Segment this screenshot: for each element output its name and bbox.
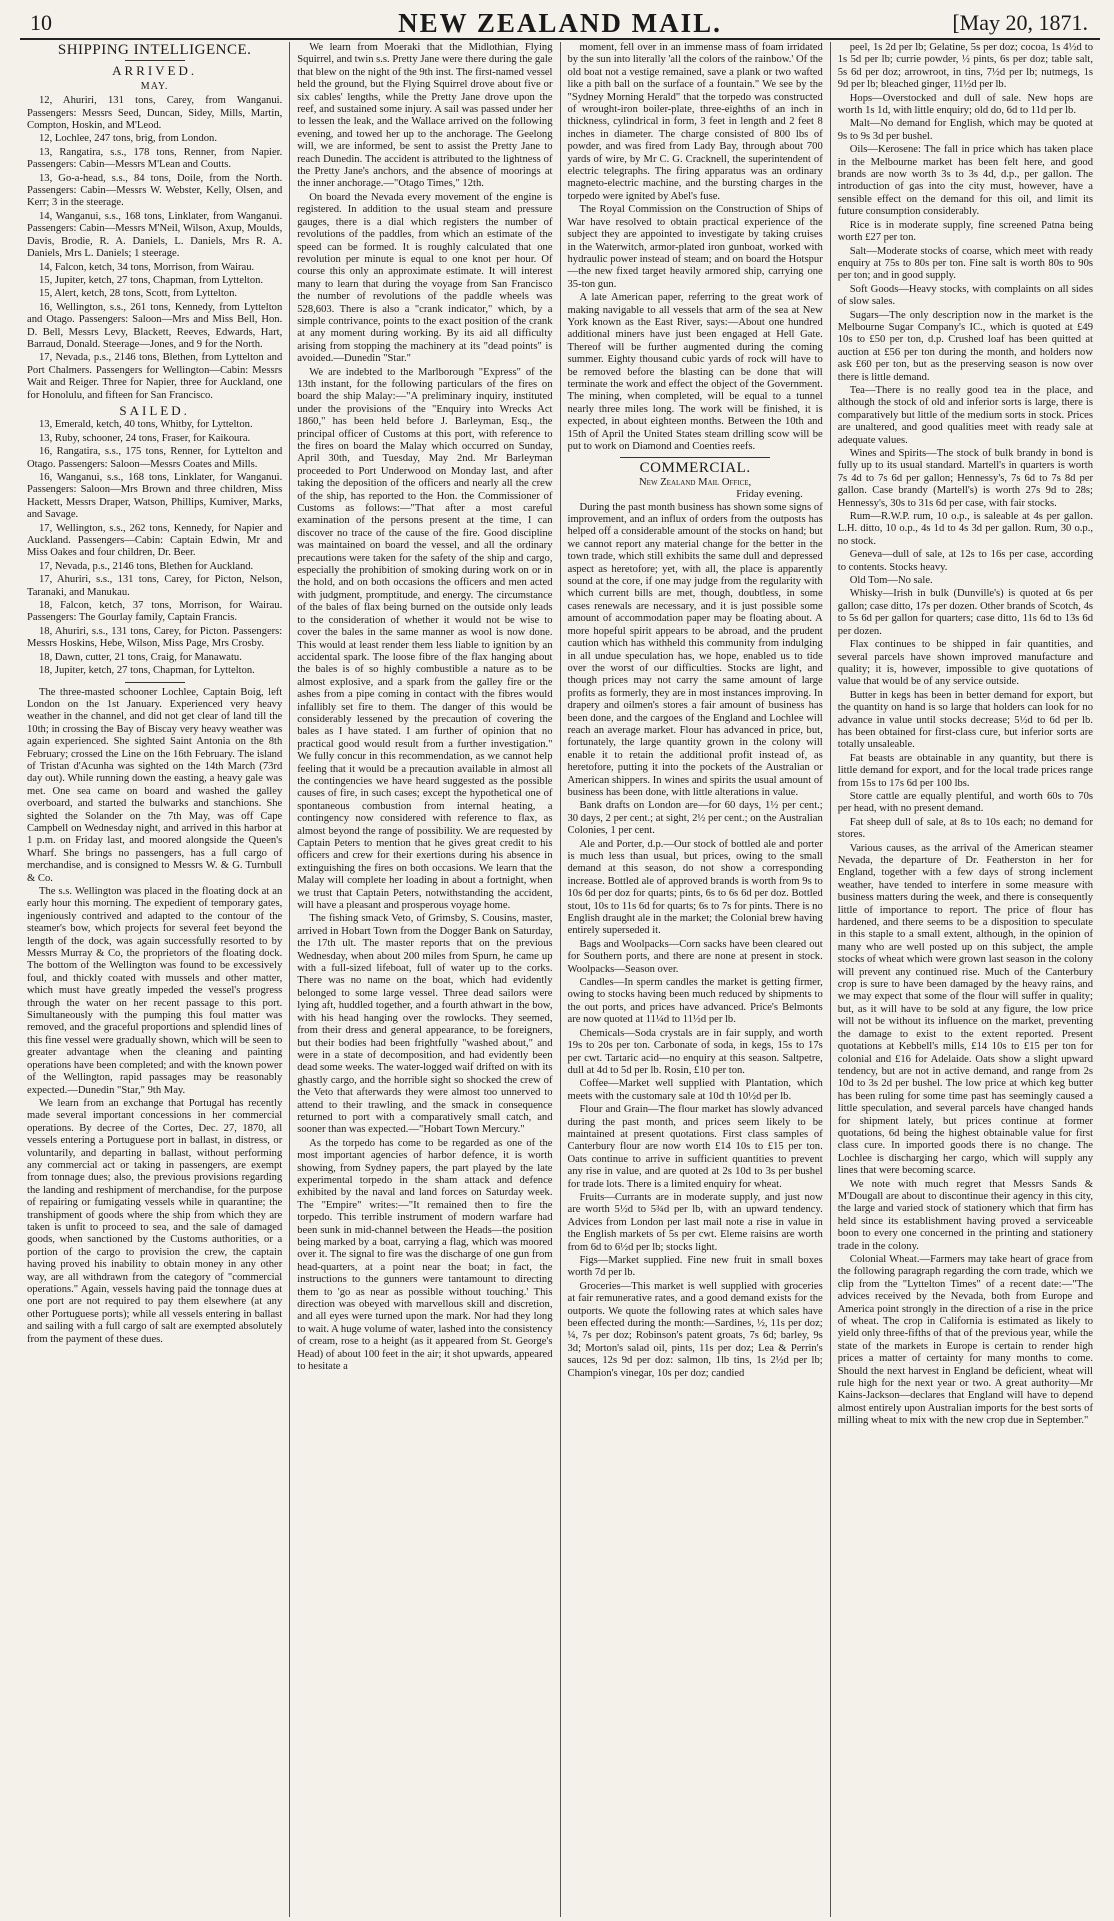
commercial-title: COMMERCIAL.: [639, 460, 751, 477]
shipping-news-continued: [297, 42, 552, 1373]
arrival-entry: 14, Falcon, ketch, 34 tons, Morrison, from Wairau.: [39, 261, 255, 273]
commercial-paragraph: Bags and Woolpacks—Corn sacks have been cleared out for Southern ports, and there are none at present in stock. Woolpacks—Season over.: [567, 938, 823, 975]
sailed-list: [27, 419, 282, 677]
arrival-entry: 13, Go-a-head, s.s., 84 tons, Doile, from the North. Passengers: Cabin—Messrs W. Webster, Kelly, Olsen, and Kerr; 3 in the steerage.: [27, 172, 283, 209]
commercial-day: Friday evening.: [736, 489, 803, 501]
column-1: [20, 42, 290, 1917]
market-paragraph: Various causes, as the arrival of the American steamer Nevada, the departure of Dr. Featherston in her for England, together with a few days of strong inclement weather, have tended to interfere in some measure with business matters during the week, and there is consequently little of importance to report. The price of flour has hardened, and there seems to be a disposition to speculate in this staple to a small extent, although, in the opinion of many who are well posted up on this subject, the ample stocks of wheat which were grown last season in the colony will prevent any continued rise. Much of the Canterbury crop is sure to have been damaged by the heavy rains, and we may expect that some of the flour will suffer in quality; but, as it will have to be sold at any figure, the low price will not be without its influence on the market, preventing the damage to exist to the extent reported. Present quotations at Kebbell's mills, £14 10s to £15 per ton for colonial and £16 for Adelaide. Oats show a slight upward tendency, but are not in active demand, and range from 2s 10d to 3s 2d per bushel. The low price at which keg butter has been ruling for some time past has seemingly caused a little speculation, and several parcels have changed hands for shipment lately, but prices continue at former quotations, 6d being the highest obtainable value for first class cure. In imported goods there is no change. The Lochlee is discharging her cargo, which will supply any lines that were becoming scarce.: [837, 842, 1093, 1177]
commercial-paragraph: Candles—In sperm candles the market is getting firmer, owing to stocks having been much reduced by shipments to the out ports, and prices have advanced. Price's Belmonts are now quoted at 11¼d to 11½d per lb.: [567, 977, 823, 1026]
market-paragraph: Whisky—Irish in bulk (Dunville's) is quoted at 6s per gallon; case ditto, 17s per dozen. Other brands of Scotch, 4s to 5s 6d per gallon for quarters; case ditto, 11s 6d to 13s 6d per dozen.: [837, 588, 1093, 637]
issue-date: [May 20, 1871.: [952, 10, 1088, 35]
commercial-office: New Zealand Mail Office,: [639, 476, 752, 488]
market-paragraph: Rum—R.W.P. rum, 10 o.p., is saleable at 4s per gallon. L.H. ditto, 10 o.p., 4s 1d to 4s 3d per gallon. Rum, 30 o.p., no stock.: [837, 511, 1093, 547]
commercial-paragraph: Flour and Grain—The flour market has slowly advanced during the past month, and prices seem likely to be maintained at present quotations. First class samples of Canterbury flour are now worth £14 10s to £15 per ton. Oats continue to arrive in sufficient quantities to prevent any rise in value, and are quoted at 2s 10d to 3s per bushel for trade lots. There is a limited enquiry for wheat.: [567, 1104, 823, 1190]
article-paragraph: moment, fell over in an immense mass of foam irridated by the sun into literally 'all the colors of the rainbow.' Of the old boat not a vestige remained, save a plank or two wafted like a pith ball on the surface of a fountain." We see by the "Sydney Morning Herald" that the torpedo was constructed of wrought-iron boiler-plate, three-eighths of an inch in thickness, cylindrical in form, 3 feet in length and 2 feet 8 inches in diameter. The charge consisted of 800 lbs of powder, and was fired from Lady Bay, through about 700 yards of wire, by Mr C. G. Cracknell, the superintendent of electric telegraphs. The firing apparatus was an ordinary magneto-electric machine, and the bursting charges in the torpedo were ignited by Abel's fuse.: [567, 42, 823, 202]
market-report: [838, 42, 1093, 1428]
sailing-entry: 16, Wanganui, s.s., 168 tons, Linklater, for Wanganui. Passengers: Saloon—Mrs Brown and three children, Miss Hackett, Messrs Draper, Watson, Phillips, Kumiver, Marks, and Savage.: [27, 472, 283, 521]
market-paragraph: Sugars—The only description now in the market is the Melbourne Sugar Company's IC., which is quoted at £49 10s to £50 per ton, d.p. Crushed loaf has been quitted at auction at £56 per ton during the month, and holders now ask £60 per ton, but as the preserving season is now over there is little demand.: [837, 309, 1093, 383]
market-paragraph: Tea—There is no really good tea in the place, and although the stock of old and inferior sorts is large, there is comparatively but little of the medium sorts in stock. Prices are unaltered, and good qualities meet with ready sale at adequate values.: [837, 384, 1093, 446]
commercial-paragraph: Figs—Market supplied. Fine new fruit in small boxes worth 7d per lb.: [567, 1255, 823, 1279]
article-paragraph: On board the Nevada every movement of the engine is registered. In addition to the usual steam and pressure gauges, there is a dial which registers the number of revolutions of the paddles, from which an estimate of the speed can be formed. It is roughly calculated that one revolution per minute is equal to one knot per hour. Of course this only an approximate estimate. It will interest many to learn that during the voyage from San Francisco the number of revolutions of the paddle wheels was 528,603. There is also a "crank indicator," which, by a simple contrivance, points to the exact position of the crank at any moment during working. By its aid all difficulty arising from stopping the machinery at its "dead points" is avoided.—Dunedin "Star.": [297, 191, 553, 365]
arrival-entry: 12, Ahuriri, 131 tons, Carey, from Wanganui. Passengers: Messrs Seed, Duncan, Sidey, Mills, Martin, Compton, Hoskin, and M'Leod.: [27, 95, 283, 132]
shipping-news: [27, 687, 282, 1347]
market-paragraph: Rice is in moderate supply, fine screened Patna being worth £27 per ton.: [837, 219, 1093, 244]
news-items: [568, 42, 823, 453]
sailing-entry: 18, Ahuriri, s.s., 131 tons, Carey, for Picton. Passengers: Messrs Hoskins, Hebe, Wilson, Miss Page, Mrs Crosby.: [27, 625, 283, 650]
arrival-entry: 15, Alert, ketch, 28 tons, Scott, from Lyttelton.: [39, 288, 238, 300]
market-paragraph: Flax continues to be shipped in fair quantities, and several parcels have shown improved manufacture and quality; it is, however, impossible to give quotations of value that would be of any service outside.: [837, 639, 1093, 688]
sailing-entry: 17, Nevada, p.s., 2146 tons, Blethen for Auckland.: [39, 560, 254, 572]
commercial-paragraph: Ale and Porter, d.p.—Our stock of bottled ale and porter is much less than usual, but prices, owing to the small demand at this season, do not show a corresponding increase. Bottled ale of approved brands is worth from 9s to 10s 6d per doz for quarts; pints, 6s to 6s 6d per doz. Bottled stout, 10s to 11s 6d for quarts; 6s to 7s for pints. There is no English draught ale in the market; the Colonial brew having entirely superseded it.: [567, 838, 823, 937]
divider: [620, 457, 770, 458]
market-paragraph: Oils—Kerosene: The fall in price which has taken place in the Melbourne market has been felt here, and good brands are now worth 3s to 3s 4d, d.p., per gallon. The introduction of gas into the city must, however, have a sensible effect on the demand for this oil, and limit its future consumption considerably.: [837, 144, 1093, 218]
market-paragraph: Salt—Moderate stocks of coarse, which meet with ready enquiry at 75s to 80s per ton. Fine salt is worth 80s to 90s per ton; and in good supply.: [837, 245, 1093, 282]
sailing-entry: 18, Jupiter, ketch, 27 tons, Chapman, for Lyttelton.: [39, 665, 255, 677]
market-paragraph: Geneva—dull of sale, at 12s to 16s per case, according to contents. Stocks heavy.: [837, 549, 1093, 573]
commercial-paragraph: Groceries—This market is well supplied with groceries at fair remunerative rates, and a good demand exists for the outports. We quote the following rates at which sales have been effected during the month:—Sardines, ½, 11s per doz; ¼, 7s per doz; Robinson's patent groats, 7s 6d; barley, 9s 3d; Morton's salad oil, pints, 11s per doz; Lea & Perrin's sauces, 12s 9d per doz: salmon, 1lb tins, 1s 2½d per lb; Champion's vinegar, 10s per doz; candied: [567, 1280, 823, 1379]
commercial-paragraph: Chemicals—Soda crystals are in fair supply, and worth 19s to 20s per ton. Carbonate of soda, in kegs, 15s to 17s per cwt. Tartaric acid—no enquiry at this season. Saltpetre, dull at 4d to 5d per lb. Rosin, £10 per ton.: [567, 1027, 823, 1076]
month-heading: MAY.: [140, 80, 169, 92]
column-3: [561, 42, 831, 1917]
arrival-entry: 17, Nevada, p.s., 2146 tons, Blethen, from Lyttelton and Port Chalmers. Passengers for Wellington—Cabin: Messrs Wait and Reiger. Three for Napier, three for Auckland, one for Honolulu, and fifteen for San Francisco.: [27, 352, 283, 401]
divider: [125, 682, 185, 683]
arrived-list: [27, 95, 282, 402]
article-paragraph: A late American paper, referring to the great work of making navigable to all vessels that arm of the sea at New York known as the East River, says:—About one hundred additional miners have just been engaged at Hell Gate. Thereof will be further augmented during the coming summer. Eighty thousand cubic yards of rock will have to be removed before the blasting can be done that will terminate the work and effect the object of the Government. The mining, when completed, will be equal to a tunnel nearly three miles long. The work will be finished, it is expected, in about eighteen months. Between the 10th and 15th of April the United States steam drilling scow will be put to work on Diamond and Coenties reefs.: [567, 292, 823, 452]
article-paragraph: As the torpedo has come to be regarded as one of the most important agencies of harbor defence, it is worth showing, from Sydney papers, the part played by the late experimental torpedo in the sham attack and defence exhibited by the naval and land forces on Saturday week. The "Empire" writes:—"It remained then to fire the torpedo. This terrible instrument of modern warfare had been sunk in mid-channel between the Heads—the position being marked by a boat, carrying a flag, which was moored over it. The signal to fire was the discharge of one gun from head-quarters, at a point near the boat; in fact, the instructions to the gunners were tantamount to directing them to 'go as near as possible without touching.' This direction was obeyed with marvellous skill and discretion, and all eyes were turned upon the mark. Nor had they long to wait. A huge volume of water, lashed into the consistency of cream, rose to a height (as it appeared from St. George's Head) of about 100 feet in the air; it shot upwards, appeared to hesitate a: [297, 1137, 553, 1373]
sailing-entry: 16, Rangatira, s.s., 175 tons, Renner, for Lyttelton and Otago. Passengers: Saloon—Messrs Coates and Mills.: [27, 446, 283, 470]
market-paragraph: Fat sheep dull of sale, at 8s to 10s each; no demand for stores.: [837, 816, 1093, 841]
market-paragraph: Malt—No demand for English, which may be quoted at 9s to 9s 3d per bushel.: [837, 118, 1093, 142]
arrival-entry: 15, Jupiter, ketch, 27 tons, Chapman, from Lyttelton.: [39, 274, 264, 286]
article-paragraph: The fishing smack Veto, of Grimsby, S. Cousins, master, arrived in Hobart Town from the Dogger Bank on Saturday, the 17th ult. The master reports that on the previous Wednesday, when about 200 miles from Spurn, he came up with a full-sized lifeboat, full of water up to the corks. There was no name on the boat, which had evidently belonged to some large vessel. Three dead sailors were lying aft, huddled together, and a fourth athwart in the bow, with his head hanging over the rowlocks. They seemed, from their dress and general appearance, to be foreigners, but their bodies had been frightfully "washed about," and were in a state of decomposition, and had evidently been dead some weeks. The water-logged waif drifted on with its ghastly cargo, and the horrible sight so shocked the crew of the Veto that afterwards they were almost too unnerved to attend to their trawling, and the smack in consequence returned to port with a comparatively small catch, and sooner than was expected.—"Hobart Town Mercury.": [297, 913, 553, 1136]
columns: [20, 42, 1100, 1917]
commercial-paragraph: Coffee—Market well supplied with Plantation, which meets with the customary sale at 10d th 10½d per lb.: [567, 1078, 823, 1102]
sailing-entry: 17, Ahuriri, s.s., 131 tons, Carey, for Picton, Nelson, Taranaki, and Manukau.: [27, 574, 283, 598]
column-4: [831, 42, 1100, 1917]
article-paragraph: The Royal Commission on the Construction of Ships of War have resolved to obtain practical experience of the subject they are appointed to investigate by taking cruises in the Waterwitch, armor-plated iron gunboat, worked with hydraulic power instead of steam; and on board the Hotspur—the new fixed target heavily armored ship, carrying one 35-ton gun.: [567, 204, 823, 290]
sailing-entry: 13, Emerald, ketch, 40 tons, Whitby, for Lyttelton.: [39, 419, 253, 431]
market-paragraph: Wines and Spirits—The stock of bulk brandy in bond is fully up to its usual standard. Martell's in quarters is worth 7s 4d to 7s 6d per gallon; Hennessy's, 7s 6d to 7s 8d per gallon. Case brandy (Martell's) is worth 27s 9d to 28s; Hennessy's, 30s to 31s 6d per case, with fair stocks.: [837, 448, 1093, 509]
commercial-paragraph: During the past month business has shown some signs of improvement, and an influx of orders from the outposts has helped off a considerable amount of the stocks on hand; but we cannot report any material change for the better in the town trade, which still exhibits the same dull and depressed aspect as heretofore; yet, with all, the place is apparently sound at the core, if one may judge from the regularity with which current bills are met, though, doubtless, in some cases renewals are necessary, and it is just possible some amount of accommodation paper may be floating about. A more hopeful spirit appears to be abroad, and the prudent caution which has withheld this community from indulging in all undue speculation has, we hope, enabled us to tide over the worst of our difficulties. Stocks are light, and though prices may not carry the same amount of large profits as formerly, they are in most instances improving. In drapery and oilmen's stores a fair amount of business has been done, and the cargoes of the England and Lochlee will reach an average market. Flour has advanced in price, but, fortunately, the large quantity grown in the colony will enable it to retain the additional profit instead of, as heretofore, putting it into the pockets of the Australian or American shippers. In wines and spirits the usual amount of business has been done, with little alterations in value.: [567, 501, 823, 798]
sailing-entry: 18, Dawn, cutter, 21 tons, Craig, for Manawatu.: [39, 651, 242, 663]
commercial-paragraph: Bank drafts on London are—for 60 days, 1½ per cent.; 30 days, 2 per cent.; at sight, 2½ per cent.; on the Australian Colonies, 1 per cent.: [567, 800, 823, 837]
market-paragraph: Hops—Overstocked and dull of sale. New hops are worth 1s 1d, with little enquiry; old do, 6d to 11d per lb.: [837, 92, 1093, 117]
arrival-entry: 12, Lochlee, 247 tons, brig, from London.: [39, 133, 218, 145]
sailing-entry: 18, Falcon, ketch, 37 tons, Morrison, for Wairau. Passengers: The Gourlay family, Captain Francis.: [27, 600, 283, 624]
market-paragraph: Soft Goods—Heavy stocks, with complaints on all sides of slow sales.: [837, 283, 1093, 308]
market-paragraph: Old Tom—No sale.: [849, 575, 933, 587]
sailed-heading: SAILED.: [119, 402, 190, 418]
sailing-entry: 17, Wellington, s.s., 262 tons, Kennedy, for Napier and Auckland. Passengers—Cabin: Captain Edwin, Mr and Miss Oakes and four children, Dr. Beer.: [27, 522, 283, 559]
article-paragraph: We learn from Moeraki that the Midlothian, Flying Squirrel, and twin s.s. Pretty Jane were there during the gale that blew on the night of the 9th inst. The first-named vessel held the ground, but the Flying Squirrel drove about five or six cables' lengths, while the Pretty Jane drove upon the reef, and sustained some injury. A sail was passed under her to lessen the leak, and the Wallace arrived on the following evening, and towed her up to the anchorage. The Geelong will, we are informed, be sent to assist the Pretty Jane to reach Dunedin. The accident is attributed to the lightness of the Pretty Jane's anchors, and the absence of moorings at the inner anchorage.—"Otago Times," 12th.: [297, 42, 553, 190]
divider: [125, 60, 185, 61]
masthead: [20, 8, 1100, 40]
market-paragraph: Fat beasts are obtainable in any quantity, but there is little demand for export, and for the local trade prices range from 15s to 17s 6d per 100 lbs.: [837, 752, 1093, 789]
market-paragraph: Colonial Wheat.—Farmers may take heart of grace from the following paragraph regarding the corn trade, which we clip from the "Lyttelton Times" of a recent date:—"The advices received by the Nevada, both from Europe and America point strongly in the direction of a rise in the price of wheat. The crop in California is estimated as likely to yield only three-fifths of that of the previous year, while the state of the markets in Europe is certain to render high prices a matter of certainty for many months to come. Should the next harvest in England be deficient, wheat will rule high for the next year or two. A great authority—Mr Kains-Jackson—declares that England will have to depend almost entirely upon Australian imports for the best sorts of milling wheat to mix with the new crop due in September.": [837, 1254, 1093, 1427]
market-paragraph: peel, 1s 2d per lb; Gelatine, 5s per doz; cocoa, 1s 4½d to 1s 5d per lb; currie powder, ½ pints, 6s per doz; table salt, 5s 6d per doz; arrowroot, in tins, 7½d per lb; nutmegs, 1s 9d per lb; bleached ginger, 11½d per lb.: [837, 42, 1093, 91]
article-paragraph: The three-masted schooner Lochlee, Captain Boig, left London on the 1st January. Experienced very heavy weather in the channel, and did not get clear of land till the 10th; in crossing the Bay of Biscay very heavy weather was again experienced. She sighted Saint Antonia on the 8th February; crossed the Line on the 16th February. The island of Tristan d'Acunha was sighted on the 14th March (73rd day out). While running down the easting, a heavy gale was met. One sea came on board and washed the galley overboard, and started the bulwarks and stanchions. She sighted the Solander on the 7th May, was off Cape Campbell on Wednesday night, and arrived in this harbor at 1 p.m. on Friday last, and moored alongside the Queen's Wharf. She brings no passengers, has a full cargo of merchandise, and is consigned to Messrs W. & G. Turnbull & Co.: [27, 686, 283, 884]
article-paragraph: We learn from an exchange that Portugal has recently made several important concessions in her commercial operations. By decree of the Cortes, Dec. 27, 1870, all vessels entering a Portuguese port in ballast, in distress, or voluntarily, and departing in ballast, without performing any commercial act or taking in passengers, are exempt from tonnage dues; also, the previous provisions regarding the landing and reshipment of merchandise, for the purpose of repairing or fumigating vessels while in quarantine; the transhipment of goods where the ship from which they are taken is unfit to proceed to sea, and the sale of damaged goods, when sanctioned by the Customs authorities, or a portion of the cargo to provision the crew, the captain having proved his inability to obtain money in any other way, are all withdrawn from the category of "commercial operations." Again, vessels having paid the tonnage dues at one port are not required to pay them elsewhere (at any other Portuguese ports); while all vessels entering in ballast and sailing with a full cargo of salt are exempted absolutely from the payment of these dues.: [27, 1097, 283, 1345]
arrival-entry: 16, Wellington, s.s., 261 tons, Kennedy, from Lyttelton and Otago. Passengers: Saloon—Mrs and Miss Bell, Hon. D. Bell, Messrs Levy, Blackett, Reeves, Edwards, Hart, Barraud, Donald. Steerage—Jones, and 9 for the North.: [27, 301, 283, 350]
market-paragraph: Butter in kegs has been in better demand for export, but the quantity on hand is so large that holders can look for no advance in value until stocks decrease; 5½d to 6d per lb. has been obtained for first-class cure, but inferior sorts are totally unsaleable.: [837, 689, 1093, 751]
article-paragraph: The s.s. Wellington was placed in the floating dock at an early hour this morning. The expedient of temporary gates, ingeniously contrived and adapted to the contour of the steamer's bow, which projects for several feet beyond the length of the dock, was again successfully resorted to by Messrs Murray & Co, the proprietors of the floating dock. The bottom of the Wellington was found to be excessively foul, and thickly coated with mussels and other matter, which must have greatly impeded the vessel's progress through the water on her recent passage to this port. Simultaneously with the pumping this foul matter was removed, and the graceful proportions and splendid lines of this fine vessel were gradually shown, which will be seen to greater advantage when the cleaning and painting operations have been completed; and with the known power of the Wellington, rapid passages may be reasonably expected.—Dunedin "Star," 9th May.: [27, 886, 283, 1096]
page-number: 10: [30, 10, 52, 35]
arrival-entry: 14, Wanganui, s.s., 168 tons, Linklater, from Wanganui. Passengers: Cabin—Messrs M'Neil, Wilson, Axup, Moulds, Davis, Brodie, R. A. Daniels, L. Daniels, Mrs R. A. Daniels, Mrs L. Daniels; 1 steerage.: [27, 210, 283, 260]
arrived-heading: ARRIVED.: [112, 63, 198, 79]
market-paragraph: Store cattle are equally plentiful, and worth 60s to 70s per head, with no present demand.: [837, 790, 1093, 815]
market-paragraph: We note with much regret that Messrs Sands & M'Dougall are about to discontinue their agency in this city, the large and varied stock of stationery which that firm has held since its establishment having proved a serviceable boon to every one concerned in the printing and stationery trade in the colony.: [837, 1178, 1093, 1252]
article-paragraph: We are indebted to the Marlborough "Express" of the 13th instant, for the following particulars of the fires on board the ship Malay:—"A preliminary inquiry, instituted under the provisions of the "Enquiry into Wrecks Act 1860," has been held before J. Barleyman, Esq., the principal officer of Customs at this port, with reference to the fires on board the Malay which occurred on Sunday, April 30th, and Tuesday, May 2nd. Mr Barleyman proceeded to Port Underwood on Monday last, and after taking the deposition of the officers and nearly all the crew of the ship, has reported to the Hon. the Commissioner of Customs as follows:—"That after a most careful examination of the persons present at the time, I can discover no trace of the cause of the fire. Good discipline was maintained on board the vessel, and all the ordinary precautions were taken for the safety of the ship and cargo, especially the prohibition of smoking during work on or in the hold, and on both occasions the officers and men acted with judgment, promptitude, and energy. The circumstance of the bales of flax being burned on the outside only leads to the consideration of whether it would not be wise to cover the bales in the same manner as wool is now done. This would at least render them less liable to ignition by an accidental spark. The loose fibre of the flax hanging about the bales is of so highly combustible a nature as to be almost explosive, and a spark from the galley fire or the ashes from a pipe coming in contact with the fibres would infallibly set fire to them. The danger of this would be considerably lessened by the precaution of covering the bales as I have stated. I am further of opinion that no practical good would result from a further investigation." We fully concur in this recommendation, as we cannot help feeling that it would be a precaution available in almost all the contingencies we have heard suggested as the possible causes of fire, in such cases; except the hypothetical one of spontaneous combustion from internal heating, a contingency now considered with reference to flax, as almost beyond the range of possibility. We are requested by Captain Peters to mention that he gives great credit to his officers and crew for their exertions during his absence in extinguishing the fires on both occasions. We learn that the Malay will complete her loading in about a fortnight, when we trust that Captain Peters, notwithstanding the accident, will have a pleasant and prosperous voyage home.: [297, 366, 553, 912]
newspaper-title: NEW ZEALAND MAIL.: [398, 8, 722, 38]
column-2: [290, 42, 560, 1917]
shipping-title: SHIPPING INTELLIGENCE.: [57, 42, 252, 58]
commercial-paragraph: Fruits—Currants are in moderate supply, and just now are worth 5½d to 5¾d per lb, with an upward tendency. Advices from London per last mail note a rise in value in the English markets of 5s per cwt. Eleme raisins are worth from 6d to 6½d per lb; stocks light.: [567, 1191, 823, 1253]
sailing-entry: 13, Ruby, schooner, 24 tons, Fraser, for Kaikoura.: [39, 432, 251, 444]
commercial-report: [568, 502, 823, 1380]
arrival-entry: 13, Rangatira, s.s., 178 tons, Renner, from Napier. Passengers: Cabin—Messrs M'Lean and Coutts.: [27, 146, 283, 171]
